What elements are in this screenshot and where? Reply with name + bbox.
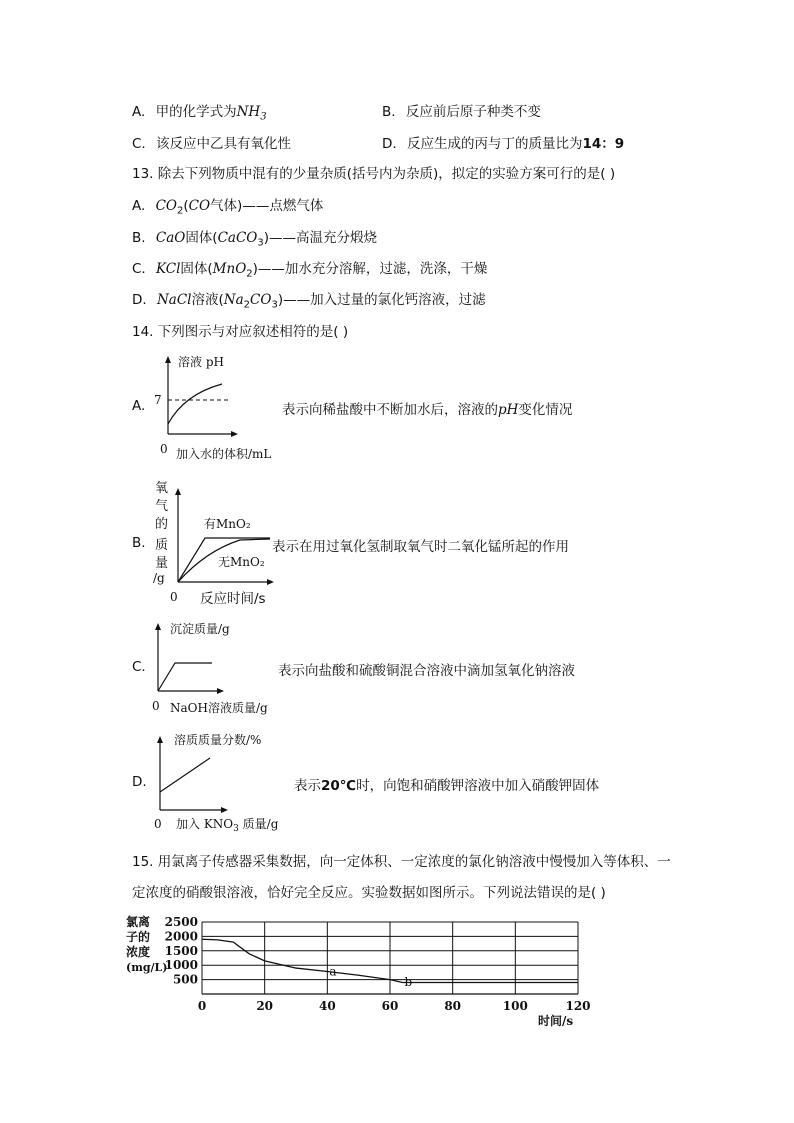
- q14-graph-c: [150, 615, 280, 715]
- ph-curve: [168, 384, 222, 424]
- desc-var: pH: [498, 402, 519, 418]
- xlabel-pre: 加入 KNO: [176, 817, 234, 831]
- formula-sub: 2: [177, 205, 184, 217]
- ylabel-char: 的: [155, 517, 169, 532]
- x-axis-arrow: [217, 688, 224, 694]
- formula-sub: 3: [257, 237, 264, 249]
- y-tick-labels: [165, 915, 198, 987]
- ylabel: 溶质质量分数/%: [174, 733, 262, 747]
- y-tick-label: 1000: [164, 958, 198, 973]
- formula: CO: [250, 292, 272, 308]
- xlabel: NaOH溶液质量/g: [170, 701, 268, 715]
- formula: MnO: [212, 261, 247, 277]
- origin-label: 0: [160, 442, 168, 456]
- option-label: C.: [132, 261, 146, 277]
- q14-option-c-desc: 表示向盐酸和硫酸铜混合溶液中滴加氢氧化钠溶液: [278, 663, 575, 679]
- ylabel-char: 量: [155, 556, 169, 571]
- q12-option-a: [132, 102, 267, 128]
- formula-sub: 2: [246, 268, 253, 280]
- q14-graph-a: [150, 352, 280, 467]
- x-tick-labels: [198, 999, 591, 1013]
- ylabel-char: 气: [155, 499, 169, 514]
- q14-option-c-label: C.: [132, 659, 146, 675]
- desc-text: 表示: [294, 778, 321, 794]
- formula: CO: [188, 198, 211, 214]
- formula: NH: [236, 104, 261, 120]
- xlabel-post: 质量/g: [238, 817, 279, 831]
- q14-option-b-desc: 表示在用过氧化氢制取氧气时二氧化锰所起的作用: [272, 539, 569, 555]
- option-label: A.: [132, 104, 146, 120]
- point-label-a: a: [329, 964, 337, 979]
- x-tick-label: 20: [256, 999, 274, 1013]
- formula-sub: 3: [260, 111, 267, 123]
- desc-temperature: 20℃: [321, 778, 357, 794]
- xlabel: [176, 816, 279, 834]
- x-tick-label: 0: [197, 999, 207, 1013]
- q12-option-d: [382, 134, 624, 154]
- mass-ratio: 14：9: [582, 136, 625, 152]
- x-tick-label: 120: [565, 999, 591, 1013]
- ylabel-char: 质: [155, 538, 169, 553]
- x-tick-label: 100: [502, 999, 528, 1013]
- q13-option-b: [132, 228, 377, 254]
- x-tick-label: 40: [318, 999, 336, 1013]
- ylabel-line: (mg/L): [126, 961, 168, 974]
- option-label: D.: [382, 136, 397, 152]
- q14-option-a-label: A.: [132, 398, 146, 414]
- q15-stem-line-1: 15. 用氯离子传感器采集数据，向一定体积、一定浓度的氯化钠溶液中慢慢加入等体积、一: [132, 854, 671, 870]
- q13-option-c: [132, 259, 487, 285]
- option-text: 反应前后原子种类不变: [405, 104, 541, 120]
- ylabel-char: 氧: [155, 481, 169, 496]
- x-axis-arrow: [221, 807, 228, 813]
- formula: CaCO: [217, 230, 258, 246]
- ylabel: 沉淀质量/g: [170, 622, 230, 636]
- xlabel-sub: 3: [233, 824, 239, 834]
- option-text: 固体(: [185, 230, 218, 246]
- option-text: )——加入过量的氯化钙溶液，过滤: [277, 292, 486, 308]
- q13-stem: 13. 除去下列物质中混有的少量杂质(括号内为杂质)，拟定的实验方案可行的是( ): [132, 166, 616, 182]
- q15-chart: [160, 912, 600, 1032]
- q14-option-a-desc: [282, 398, 572, 418]
- option-text: 溶液(: [191, 292, 224, 308]
- y-tick-label: 1500: [164, 943, 198, 958]
- ytick-7: 7: [154, 393, 162, 407]
- paren: (: [183, 198, 189, 214]
- precipitate-curve: [158, 663, 212, 691]
- option-text: 固体(: [180, 261, 213, 277]
- mass-fraction-line: [160, 758, 210, 792]
- option-label: B.: [132, 230, 146, 246]
- q13-option-a: [132, 196, 323, 222]
- origin-label: 0: [170, 590, 178, 604]
- ylabel-char: /g: [153, 571, 165, 585]
- option-text: )——加水充分溶解，过滤，洗涤，干燥: [252, 261, 488, 277]
- desc-text: 时，向饱和硝酸钾溶液中加入硝酸钾固体: [356, 778, 600, 794]
- q13-option-d: [132, 290, 486, 316]
- y-axis-arrow: [175, 488, 181, 495]
- xlabel: 加入水的体积/mL: [176, 447, 272, 461]
- option-label: D.: [132, 292, 147, 308]
- ylabel-line: 氯离: [126, 915, 151, 929]
- option-text: 甲的化学式为: [155, 104, 237, 120]
- q12-option-b: [382, 102, 541, 122]
- x-axis-arrow: [267, 579, 274, 585]
- origin-label: 0: [152, 699, 160, 713]
- ylabel: 溶液 pH: [178, 355, 224, 369]
- x-axis-arrow: [231, 431, 238, 437]
- option-text: 气体)——点燃气体: [210, 198, 324, 214]
- q12-option-c: [132, 134, 291, 154]
- formula-sub: 3: [271, 299, 278, 311]
- q14-option-d-desc: [294, 774, 599, 794]
- q14-option-d-label: D.: [132, 774, 147, 790]
- option-text: 该反应中乙具有氧化性: [156, 136, 292, 152]
- q15-stem-line-2: 定浓度的硝酸银溶液，恰好完全反应。实验数据如图所示。下列说法错误的是( ): [132, 885, 606, 901]
- option-label: C.: [132, 136, 146, 152]
- y-tick-label: 2000: [164, 929, 198, 944]
- formula: Na: [223, 292, 244, 308]
- point-label-b: b: [404, 974, 413, 989]
- desc-text: 变化情况: [518, 402, 573, 418]
- label-without-mno2: 无MnO₂: [218, 555, 265, 569]
- x-tick-label: 80: [444, 999, 462, 1013]
- desc-text: 表示向稀盐酸中不断加水后，溶液的: [282, 402, 498, 418]
- formula-sub: 2: [243, 299, 251, 311]
- ylabel-line: 子的: [126, 930, 151, 944]
- q14-graph-d: [150, 728, 290, 834]
- origin-label: 0: [154, 817, 162, 831]
- option-label: B.: [382, 104, 396, 120]
- label-with-mno2: 有MnO₂: [204, 517, 251, 531]
- formula: CO: [155, 198, 177, 214]
- q14-option-b-label: B.: [132, 535, 146, 551]
- x-tick-label: 60: [381, 999, 399, 1013]
- option-text: )——高温充分煅烧: [263, 230, 378, 246]
- y-tick-label: 2500: [164, 915, 198, 929]
- formula: KCl: [156, 261, 181, 277]
- y-axis-arrow: [157, 736, 163, 743]
- formula: NaCl: [156, 292, 192, 308]
- y-axis-arrow: [165, 356, 171, 363]
- y-axis-arrow: [155, 623, 161, 630]
- concentration-line: [202, 939, 403, 982]
- y-tick-label: 500: [172, 972, 198, 987]
- option-text: 反应生成的丙与丁的质量比为: [406, 136, 583, 152]
- formula: CaO: [155, 230, 186, 246]
- q15-xlabel: 时间/s: [538, 1014, 574, 1028]
- ylabel-line: 浓度: [126, 945, 151, 959]
- q14-b-xlabel: 反应时间/s: [200, 591, 266, 607]
- option-label: A.: [132, 198, 146, 214]
- q14-stem: 14. 下列图示与对应叙述相符的是( ): [132, 324, 349, 340]
